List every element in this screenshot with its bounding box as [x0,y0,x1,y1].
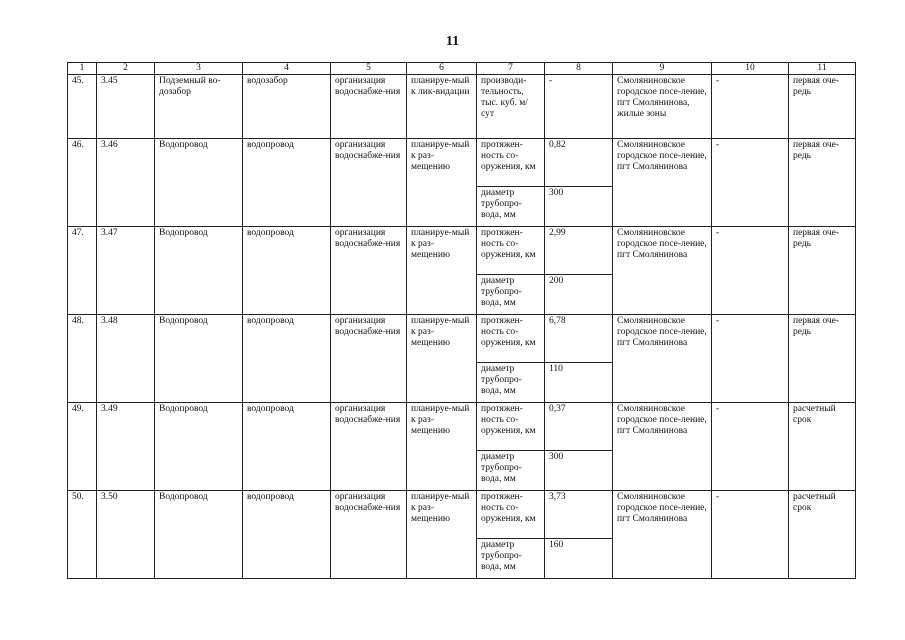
object-name-cell: Водопровод [155,490,243,578]
object-name-cell: Подземный во-дозабор [155,74,243,138]
object-type-cell: водозабор [243,74,331,138]
location-cell: Смоляниновское городское посе-ление, пгт Смолянинова [613,402,712,490]
table-body [68,63,856,579]
status-cell: планируе-мый к раз-мещению [407,402,477,490]
purpose-cell: организация водоснабже-ния [331,138,407,226]
zone-cell: - [712,314,789,402]
param-label-cell: протяжен-ность со-оружения, км [477,490,545,538]
col-header: 10 [712,63,789,75]
param-label-cell: диаметр трубопро-вода, мм [477,538,545,578]
zone-cell: - [712,138,789,226]
param-value-cell: 300 [545,186,613,226]
zone-cell: - [712,490,789,578]
table-row [68,402,856,450]
param-label-cell: протяжен-ность со-оружения, км [477,138,545,186]
column-number-row [68,63,856,75]
purpose-cell: организация водоснабже-ния [331,314,407,402]
col-header: 1 [68,63,97,75]
table-row [68,226,856,274]
status-cell: планируе-мый к раз-мещению [407,314,477,402]
status-cell: планируе-мый к раз-мещению [407,226,477,314]
param-value-cell: - [545,74,613,138]
object-type-cell: водопровод [243,314,331,402]
object-type-cell: водопровод [243,402,331,490]
param-value-cell: 3,73 [545,490,613,538]
table-row [68,314,856,362]
location-cell: Смоляниновское городское посе-ление, пгт Смолянинова, жилые зоны [613,74,712,138]
zone-cell: - [712,74,789,138]
col-header: 8 [545,63,613,75]
location-cell: Смоляниновское городское посе-ление, пгт Смолянинова [613,490,712,578]
param-value-cell: 0,37 [545,402,613,450]
col-header: 5 [331,63,407,75]
code-cell: 3.50 [97,490,155,578]
param-label-cell: протяжен-ность со-оружения, км [477,402,545,450]
param-value-cell: 160 [545,538,613,578]
col-header: 11 [789,63,856,75]
param-label-cell: диаметр трубопро-вода, мм [477,186,545,226]
zone-cell: - [712,402,789,490]
row-number-cell: 47. [68,226,97,314]
table-row [68,138,856,186]
col-header: 6 [407,63,477,75]
param-value-cell: 6,78 [545,314,613,362]
purpose-cell: организация водоснабже-ния [331,226,407,314]
param-label-cell: диаметр трубопро-вода, мм [477,274,545,314]
param-label-cell: производи-тельность, тыс. куб. м/сут [477,74,545,138]
object-name-cell: Водопровод [155,402,243,490]
param-value-cell: 110 [545,362,613,402]
col-header: 7 [477,63,545,75]
zone-cell: - [712,226,789,314]
object-name-cell: Водопровод [155,226,243,314]
purpose-cell: организация водоснабже-ния [331,74,407,138]
purpose-cell: организация водоснабже-ния [331,402,407,490]
status-cell: планируе-мый к раз-мещению [407,490,477,578]
col-header: 9 [613,63,712,75]
table-row [68,74,856,138]
row-number-cell: 46. [68,138,97,226]
objects-table [67,62,856,579]
param-label-cell: протяжен-ность со-оружения, км [477,226,545,274]
location-cell: Смоляниновское городское посе-ление, пгт Смолянинова [613,226,712,314]
code-cell: 3.48 [97,314,155,402]
location-cell: Смоляниновское городское посе-ление, пгт Смолянинова [613,138,712,226]
object-type-cell: водопровод [243,138,331,226]
page-number: 11 [445,34,460,49]
table-row [68,490,856,538]
col-header: 2 [97,63,155,75]
row-number-cell: 50. [68,490,97,578]
stage-cell: расчетный срок [789,490,856,578]
param-value-cell: 200 [545,274,613,314]
status-cell: планируе-мый к раз-мещению [407,138,477,226]
location-cell: Смоляниновское городское посе-ление, пгт Смолянинова [613,314,712,402]
status-cell: планируе-мый к лик-видации [407,74,477,138]
code-cell: 3.45 [97,74,155,138]
stage-cell: первая оче-редь [789,314,856,402]
col-header: 4 [243,63,331,75]
param-value-cell: 2,99 [545,226,613,274]
code-cell: 3.49 [97,402,155,490]
row-number-cell: 49. [68,402,97,490]
code-cell: 3.46 [97,138,155,226]
object-name-cell: Водопровод [155,138,243,226]
stage-cell: первая оче-редь [789,74,856,138]
stage-cell: первая оче-редь [789,138,856,226]
param-value-cell: 300 [545,450,613,490]
param-label-cell: протяжен-ность со-оружения, км [477,314,545,362]
stage-cell: первая оче-редь [789,226,856,314]
object-type-cell: водопровод [243,490,331,578]
object-type-cell: водопровод [243,226,331,314]
param-value-cell: 0,82 [545,138,613,186]
param-label-cell: диаметр трубопро-вода, мм [477,362,545,402]
code-cell: 3.47 [97,226,155,314]
row-number-cell: 48. [68,314,97,402]
row-number-cell: 45. [68,74,97,138]
purpose-cell: организация водоснабже-ния [331,490,407,578]
param-label-cell: диаметр трубопро-вода, мм [477,450,545,490]
stage-cell: расчетный срок [789,402,856,490]
col-header: 3 [155,63,243,75]
object-name-cell: Водопровод [155,314,243,402]
